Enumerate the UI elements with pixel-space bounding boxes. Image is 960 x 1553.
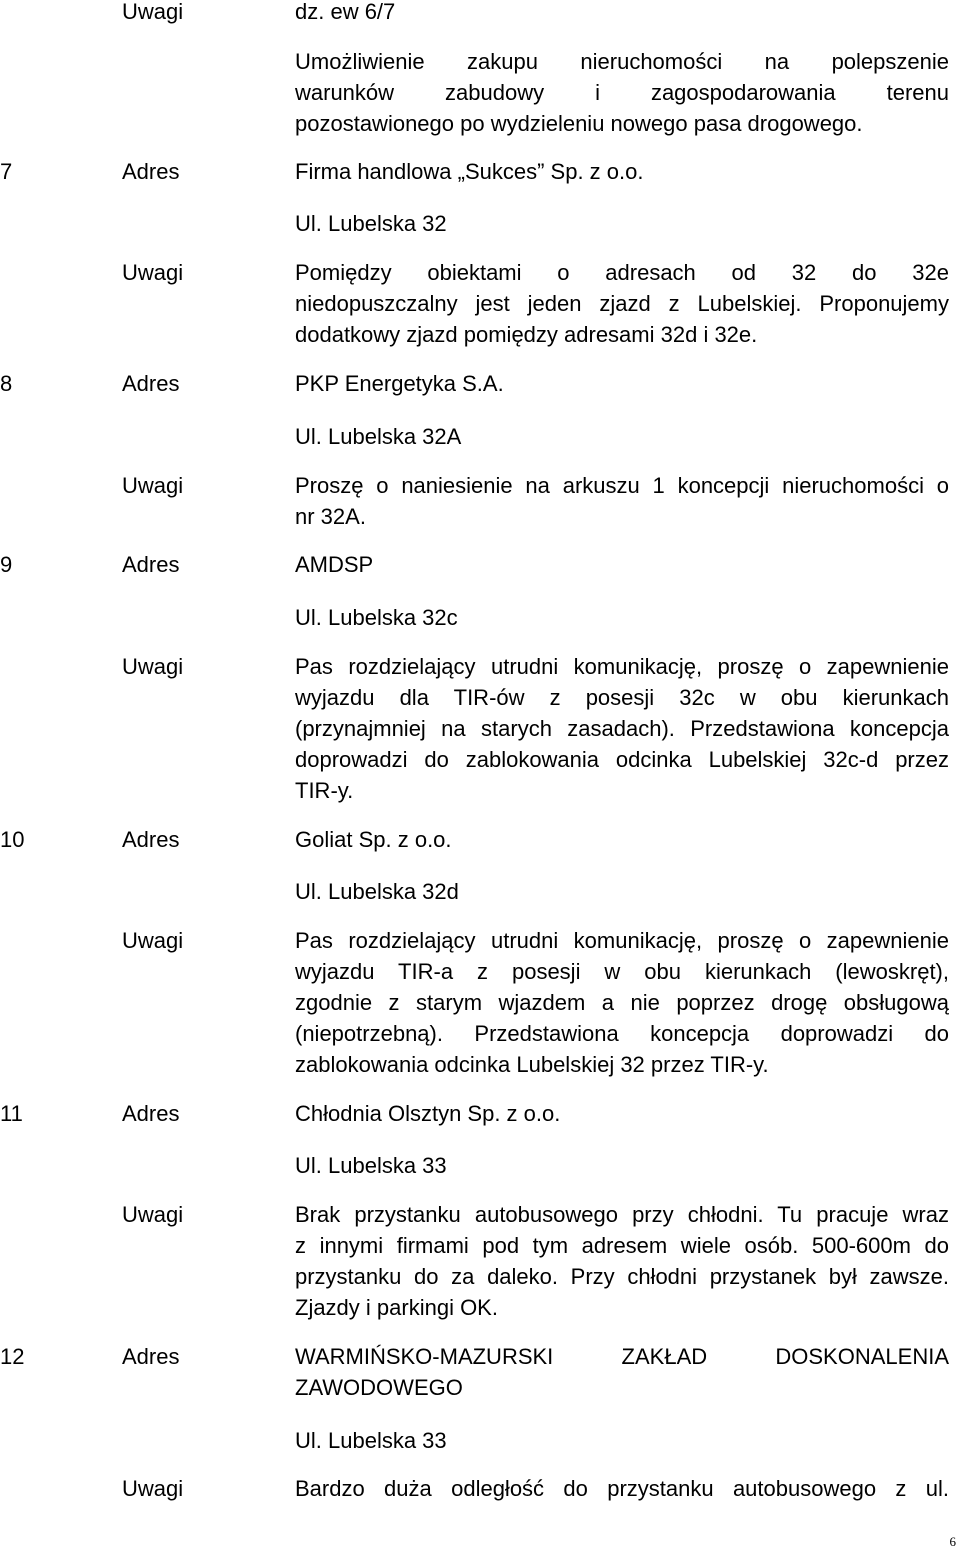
remark-line: (niepotrzebną). Przedstawiona koncepcja doprowadzi do (295, 1021, 949, 1046)
remark-line: Umożliwienie zakupu nieruchomości na polepszenie (295, 49, 949, 74)
company-name: AMDSP (295, 552, 374, 577)
company-name: Goliat Sp. z o.o. (295, 827, 452, 852)
uwagi-label: Uwagi (122, 1202, 184, 1227)
entry-number: 11 (0, 1101, 23, 1126)
entry-number: 12 (0, 1344, 25, 1369)
entry-number: 8 (0, 371, 13, 396)
remark-line: TIR-y. (295, 778, 354, 803)
adres-label: Adres (122, 827, 180, 852)
uwagi-label: Uwagi (122, 654, 184, 679)
street-address: Ul. Lubelska 32c (295, 605, 458, 630)
uwagi-label: Uwagi (122, 260, 184, 285)
remark-line: Pas rozdzielający utrudni komunikację, proszę o zapewnienie (295, 928, 949, 953)
remark-line: Bardzo duża odległość do przystanku autobusowego z ul. (295, 1476, 949, 1501)
remark-line: warunków zabudowy i zagospodarowania terenu (295, 80, 949, 105)
page-number: 6 (949, 1534, 956, 1549)
remark-line: Proszę o naniesienie na arkuszu 1 koncepcji nieruchomości o (295, 473, 949, 498)
remark-line: z innymi firmami pod tym adresem wiele osób. 500-600m do (295, 1233, 949, 1258)
remark-line: niedopuszczalny jest jeden zjazd z Lubelskiej. Proponujemy (295, 291, 949, 316)
remark-line: Pas rozdzielający utrudni komunikację, proszę o zapewnienie (295, 654, 949, 679)
remark-line: dodatkowy zjazd pomiędzy adresami 32d i 32e. (295, 322, 758, 347)
remark-line: doprowadzi do zablokowania odcinka Lubelskiej 32c-d przez (295, 747, 949, 772)
adres-label: Adres (122, 552, 180, 577)
adres-label: Adres (122, 1101, 180, 1126)
street-address: Ul. Lubelska 33 (295, 1153, 447, 1178)
remark-line: zablokowania odcinka Lubelskiej 32 przez TIR-y. (295, 1052, 769, 1077)
uwagi-label: Uwagi (122, 0, 184, 24)
street-address: Ul. Lubelska 32d (295, 879, 459, 904)
uwagi-label: Uwagi (122, 473, 184, 498)
remark-line: Pomiędzy obiektami o adresach od 32 do 32e (295, 260, 949, 285)
remark-line: zgodnie z starym wjazdem a nie poprzez drogę obsługową (295, 990, 949, 1015)
remark-line: pozostawionego po wydzieleniu nowego pasa drogowego. (295, 111, 863, 136)
street-address: Ul. Lubelska 32 (295, 211, 447, 236)
street-address: Ul. Lubelska 33 (295, 1428, 447, 1453)
remark-line: Zjazdy i parkingi OK. (295, 1295, 498, 1320)
remark-line: wyjazdu TIR-a z posesji w obu kierunkach (lewoskręt), (295, 959, 949, 984)
entry-number: 7 (0, 159, 13, 184)
remark-line: Brak przystanku autobusowego przy chłodni. Tu pracuje wraz (295, 1202, 949, 1227)
adres-label: Adres (122, 159, 180, 184)
adres-label: Adres (122, 1344, 180, 1369)
company-name: PKP Energetyka S.A. (295, 371, 504, 396)
entry-number: 9 (0, 552, 13, 577)
company-name: ZAWODOWEGO (295, 1375, 463, 1400)
entry-number: 10 (0, 827, 25, 852)
remark-line: przystanku do za daleko. Przy chłodni przystanek był zawsze. (295, 1264, 949, 1289)
company-name: Firma handlowa „Sukces” Sp. z o.o. (295, 159, 644, 184)
remark-line: (przynajmniej na starych zasadach). Przedstawiona koncepcja (295, 716, 949, 741)
remark-line: nr 32A. (295, 504, 366, 529)
remark-line: wyjazdu dla TIR-ów z posesji 32c w obu kierunkach (295, 685, 949, 710)
uwagi-label: Uwagi (122, 928, 184, 953)
company-name: Chłodnia Olsztyn Sp. z o.o. (295, 1101, 561, 1126)
street-address: Ul. Lubelska 32A (295, 424, 462, 449)
adres-label: Adres (122, 371, 180, 396)
plot-reference: dz. ew 6/7 (295, 0, 396, 24)
uwagi-label: Uwagi (122, 1476, 184, 1501)
company-name: WARMIŃSKO-MAZURSKI ZAKŁAD DOSKONALENIA (295, 1344, 949, 1369)
